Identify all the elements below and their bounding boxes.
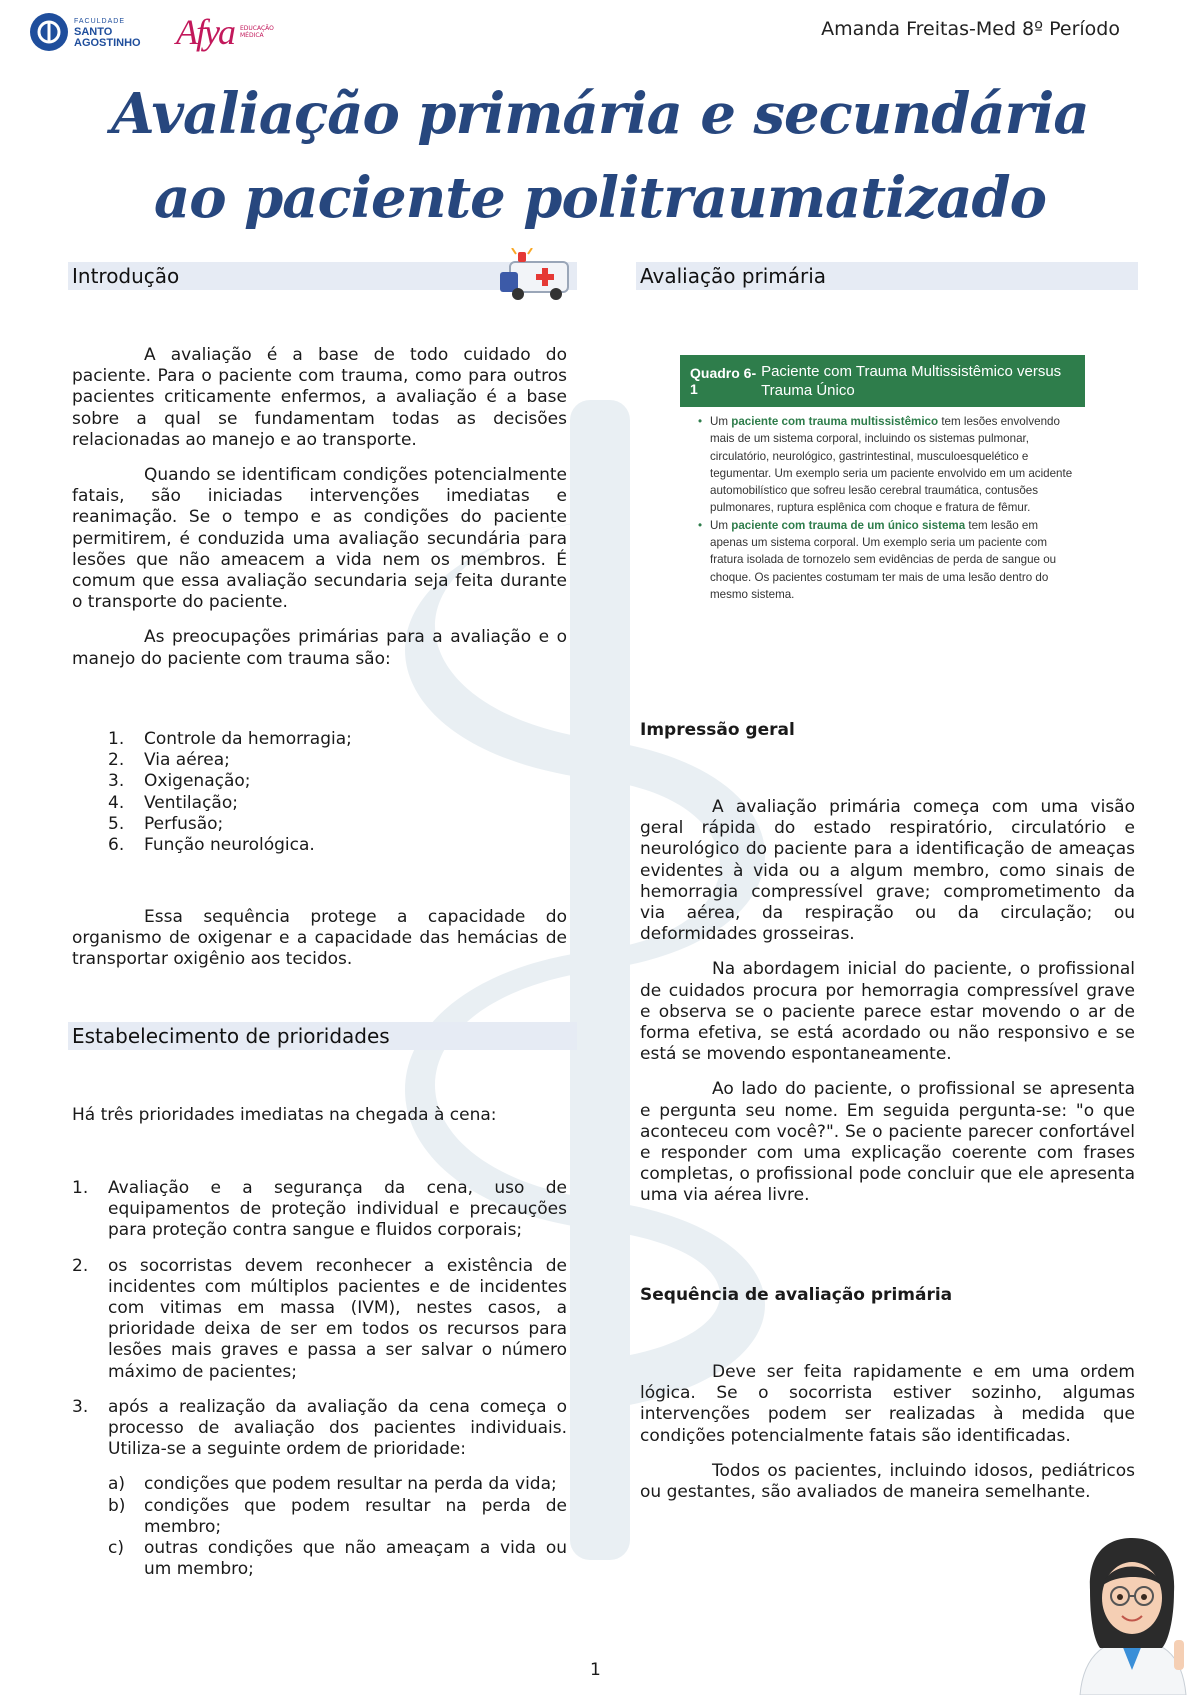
primary-concerns-list xyxy=(72,729,567,856)
quadro-label: Quadro 6-1 xyxy=(690,365,757,397)
faculdade-logo-text: FACULDADE SANTO AGOSTINHO xyxy=(74,17,141,49)
list-item: 6. Função neurológica. xyxy=(108,835,315,856)
list-item: 4. Ventilação; xyxy=(108,792,238,813)
section-heading: Avaliação primária xyxy=(640,264,827,288)
header-logos xyxy=(30,12,280,52)
subheading-sequencia: Sequência de avaliação primária xyxy=(640,1285,953,1305)
quadro-body xyxy=(680,407,1085,603)
avatar-doctor-illustration xyxy=(1070,1530,1195,1695)
paragraph: Essa sequência protege a capacidade do organismo de oxigenar e a capacidade das hemácias de transportar oxigênio aos tecidos. xyxy=(72,907,567,970)
list-item: 1. Controle da hemorragia; xyxy=(108,729,352,749)
intro-text xyxy=(72,345,567,684)
quadro-bullet: • Um paciente com trauma de um único sistema tem lesão em apenas um sistema corporal. Um exemplo seria um paciente com fratura isolada de tornozelo sem evidências de perda de sangue ou choque. Os pacientes costumam ter mais de uma lesão dentro do mesmo sistema. xyxy=(698,518,1057,601)
paragraph: Quando se identificam condições potencialmente fatais, são iniciadas intervenções imediatas e reanimação. Se o tempo e as condições do paciente permitirem, é conduzida uma avaliação secundária para lesões que não ameacem a vida nem os membros. É comum que essa avaliação secundaria seja feita durante o transporte do paciente. xyxy=(72,465,567,613)
faculdade-logo xyxy=(30,13,68,51)
afya-logo-sub: EDUCAÇÃO MÉDICA xyxy=(239,25,274,39)
page-number: 1 xyxy=(590,1660,601,1680)
list-item: 1. Avaliação e a segurança da cena, uso de equipamentos de proteção individual e precauções para proteção contra sangue e fluidos corporais; xyxy=(72,1178,567,1241)
title-line-2: ao paciente politraumatizado xyxy=(154,165,1046,231)
subheading-impressao: Impressão geral xyxy=(640,720,795,740)
sub-list-item: b) condições que podem resultar na perda de membro; xyxy=(108,1495,567,1537)
priorities-intro xyxy=(72,1105,567,1140)
paragraph: Todos os pacientes, incluindo idosos, pediátricos ou gestantes, são avaliados de maneira semelhante. xyxy=(640,1460,1135,1503)
author-header: Amanda Freitas-Med 8º Período xyxy=(821,18,1120,40)
section-prioridades xyxy=(68,1022,577,1050)
afya-logo: Afya xyxy=(176,12,234,52)
intro-closing xyxy=(72,907,567,985)
sub-list-item: a) condições que podem resultar na perda da vida; xyxy=(108,1474,557,1495)
section-avaliacao-primaria xyxy=(636,262,1138,290)
list-item: 5. Perfusão; xyxy=(108,813,224,834)
paragraph: As preocupações primárias para a avaliação e o manejo do paciente com trauma são: xyxy=(72,627,567,669)
list-item: 3. Oxigenação; xyxy=(108,771,251,792)
paragraph: A avaliação é a base de todo cuidado do paciente. Para o paciente com trauma, como para outros pacientes criticamente enfermos, a avaliação é a base sobre a qual se fundamentam todas as decisões relacionadas ao manejo e ao transporte. xyxy=(72,345,567,450)
quadro-header xyxy=(680,355,1085,407)
priorities-list xyxy=(72,1178,567,1580)
paragraph: Ao lado do paciente, o profissional se apresenta e pergunta seu nome. Em seguida pergunta-se: "o que aconteceu com você?". Se o paciente parecer confortável e responder com uma explicação coerente com frases completas, o profissional pode concluir que ele apresenta uma via aérea livre. xyxy=(640,1079,1135,1206)
bullet-icon: • xyxy=(698,518,703,532)
paragraph: A avaliação primária começa com uma visão geral rápida do estado respiratório, circulatório e neurológico do paciente para a identificação de ameaças evidentes à vida ou a algum membro, como sinais de hemorragia compressível grave; comprometimento da via aérea, da respiração ou da circulação; ou deformidades grosseiras. xyxy=(640,797,1135,945)
paragraph: Deve ser feita rapidamente e em uma ordem lógica. Se o socorrista estiver sozinho, algumas intervenções podem ser realizadas à medida que condições potencialmente fatais são identificadas. xyxy=(640,1362,1135,1446)
title-line-1: Avaliação primária e secundária xyxy=(111,81,1089,147)
section-heading: Introdução xyxy=(72,264,180,288)
paragraph: Há três prioridades imediatas na chegada à cena: xyxy=(72,1105,497,1125)
bullet-icon: • xyxy=(698,415,703,428)
quadro-title: Paciente com Trauma Multissistêmico versus Trauma Único xyxy=(761,363,1062,399)
quadro-bullet: • Um paciente com trauma multissistêmico tem lesões envolvendo mais de um sistema corporal, incluindo os sistemas pulmonar, circulatório, neurológico, gastrintestinal, musculoesquelético e tegumentar. Um exemplo seria um paciente envolvido em um acidente automobilístico que sofreu lesão cerebral traumática, contusões pulmonares, ruptura esplênica com choque e fratura de fêmur. xyxy=(698,415,1073,515)
list-item: 2. os socorristas devem reconhecer a existência de incidentes com múltiplos pacientes e de incidentes com vitimas em massa (IVM), nestes casos, a prioridade deixa de ser em todos os recursos para lesões mais graves e passa a ser salvar o número máximo de pacientes; xyxy=(72,1255,567,1382)
section-heading: Estabelecimento de prioridades xyxy=(72,1024,390,1048)
impressao-text xyxy=(640,797,1135,1221)
list-item: 3. após a realização da avaliação da cena começa o processo de avaliação dos pacientes individuais. Utiliza-se a seguinte ordem de prioridade: xyxy=(72,1396,567,1460)
quadro-figure xyxy=(680,355,1085,665)
sequencia-text xyxy=(640,1362,1135,1517)
page-title xyxy=(60,72,1140,240)
paragraph: Na abordagem inicial do paciente, o profissional de cuidados procura por hemorragia compressível grave e observa se o paciente parece estar movendo o ar de forma efetiva, se está acordado ou não responsivo e se está se movendo espontaneamente. xyxy=(640,959,1135,1065)
sub-list-item: c) outras condições que não ameaçam a vida ou um membro; xyxy=(108,1538,567,1580)
list-item: 2. Via aérea; xyxy=(108,750,230,771)
ambulance-icon xyxy=(496,248,576,306)
